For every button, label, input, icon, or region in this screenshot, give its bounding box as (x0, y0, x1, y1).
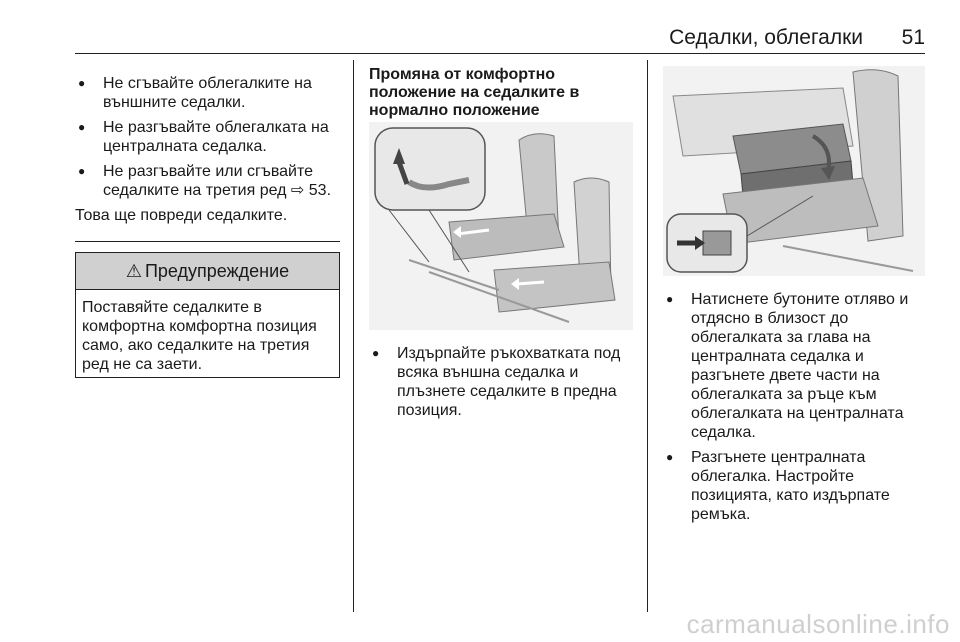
page-header (75, 22, 925, 50)
column-2-instructions (369, 344, 633, 426)
warning-box (75, 252, 340, 378)
chapter-title: Седалки, облегалки (669, 26, 863, 49)
column-divider-1 (353, 60, 354, 612)
section-heading: Промяна от комфортно положение на седалките в нормално положение (369, 66, 580, 119)
page-number: 51 (901, 26, 925, 49)
warning-header (76, 253, 339, 290)
column-1 (75, 74, 340, 225)
list-item: ● Издърпайте ръкохватката под всяка външна седалка и плъзнете седалките в предна позиция. (369, 344, 633, 420)
center-armrest-illustration (663, 66, 925, 276)
column-3-instructions (663, 290, 925, 530)
list-item: ● Не разгъвайте облегалката на централната седалка. (75, 118, 340, 156)
list-item: ● Разгънете централната облегалка. Настройте позицията, като издърпате ремъка. (663, 448, 925, 524)
column-2-heading-block (369, 66, 633, 128)
warning-title: Предупреждение (144, 260, 290, 281)
damage-note: Това ще повреди седалките. (75, 207, 288, 224)
warning-icon: ⚠ (125, 260, 142, 281)
list-item: ● Не сгъвайте облегалките на външните седалки. (75, 74, 340, 112)
list-item: ● Натиснете бутоните отляво и отдясно в близост до облегалката за глава на централната седалка и разгънете двете части на облегалката за ръце към облегалката на централната седалка. (663, 290, 925, 442)
section-rule (75, 241, 340, 242)
armrest-drawing (663, 66, 925, 276)
seat-slide-illustration (369, 122, 633, 330)
watermark: carmanualsonline.info (686, 609, 950, 639)
instruction-list (369, 344, 633, 420)
instruction-list (663, 290, 925, 524)
list-item: ● Не разгъвайте или сгъвайте седалките на третия ред ⇨ 53. (75, 162, 340, 200)
column-divider-2 (647, 60, 648, 612)
seat-slide-drawing (369, 122, 633, 330)
header-rule (75, 53, 925, 54)
warning-bullets (75, 74, 340, 200)
warning-text: Поставяйте седалките в комфортна комфортна позиция само, ако седалките на третия ред не са заети. (82, 299, 317, 373)
